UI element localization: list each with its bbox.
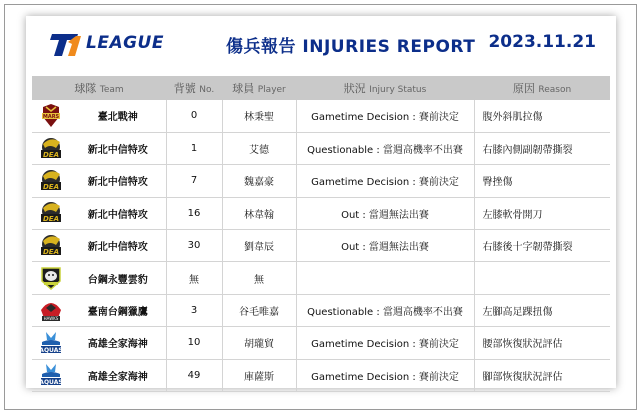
team-logo-cell — [32, 132, 70, 164]
injury-report-card — [26, 16, 616, 388]
svg-text:DEA: DEA — [42, 150, 60, 159]
jersey-number: 30 — [166, 230, 222, 262]
team-name: 新北中信特攻 — [70, 165, 166, 197]
new-taipei-ctbc-dea-logo-icon — [38, 200, 64, 226]
new-taipei-ctbc-dea-logo-icon — [38, 168, 64, 194]
svg-text:AQUAS: AQUAS — [39, 346, 63, 354]
injury-reason — [474, 262, 610, 294]
team-name: 高雄全家海神 — [70, 359, 166, 391]
injury-reason: 左膝軟骨開刀 — [474, 197, 610, 229]
injury-reason: 右膝內側副韌帶撕裂 — [474, 132, 610, 164]
injury-status — [296, 262, 474, 294]
table-row — [32, 132, 610, 164]
injury-table — [32, 76, 610, 392]
team-logo-cell — [32, 165, 70, 197]
injury-status: Questionable : 當週高機率不出賽 — [296, 132, 474, 164]
player-name: 庫薩斯 — [222, 359, 296, 391]
taipei-mars-logo-icon — [38, 103, 64, 129]
column-header-player: 球員 Player — [222, 76, 296, 100]
injury-status: Out : 當週無法出賽 — [296, 197, 474, 229]
svg-text:DEA: DEA — [42, 247, 60, 256]
t1-league-logo — [48, 30, 164, 56]
injury-status: Gametime Decision : 賽前決定 — [296, 165, 474, 197]
table-row — [32, 262, 610, 294]
column-header-team: 球隊 Team — [32, 76, 166, 100]
table-row — [32, 100, 610, 132]
jersey-number: 0 — [166, 100, 222, 132]
new-taipei-ctbc-dea-logo-icon — [38, 136, 64, 162]
team-name: 臺北戰神 — [70, 100, 166, 132]
svg-text:DEA: DEA — [42, 215, 60, 224]
player-name: 劉韋辰 — [222, 230, 296, 262]
team-logo-cell — [32, 359, 70, 391]
team-name: 新北中信特攻 — [70, 132, 166, 164]
team-name: 高雄全家海神 — [70, 327, 166, 359]
jersey-number: 1 — [166, 132, 222, 164]
table-row — [32, 165, 610, 197]
report-title: 傷兵報告 INJURIES REPORT — [226, 37, 476, 57]
svg-text:DEA: DEA — [42, 182, 60, 191]
team-logo-cell — [32, 262, 70, 294]
player-name: 魏嘉豪 — [222, 165, 296, 197]
jersey-number: 3 — [166, 294, 222, 326]
player-name: 林秉聖 — [222, 100, 296, 132]
injury-status: Gametime Decision : 賽前決定 — [296, 359, 474, 391]
league-wordmark: LEAGUE — [86, 33, 164, 53]
new-taipei-ctbc-dea-logo-icon — [38, 233, 64, 259]
team-name: 新北中信特攻 — [70, 197, 166, 229]
taoyuan-leopards-logo-icon — [38, 265, 64, 291]
player-name: 林韋翰 — [222, 197, 296, 229]
injury-reason: 腳部恢復狀況評估 — [474, 359, 610, 391]
column-header-status: 狀況 Injury Status — [296, 76, 474, 100]
t1-logo-icon — [48, 30, 84, 56]
team-logo-cell — [32, 294, 70, 326]
kaohsiung-aquas-logo-icon — [38, 330, 64, 356]
team-logo-cell — [32, 230, 70, 262]
injury-reason: 右膝後十字韌帶撕裂 — [474, 230, 610, 262]
team-name: 台鋼永豐雲豹 — [70, 262, 166, 294]
injury-reason: 腰部恢復狀況評估 — [474, 327, 610, 359]
svg-text:HAWKS: HAWKS — [43, 315, 59, 321]
report-header — [26, 16, 616, 70]
table-row — [32, 230, 610, 262]
injury-status: Gametime Decision : 賽前決定 — [296, 100, 474, 132]
svg-text:AQUAS: AQUAS — [39, 379, 63, 387]
report-date: 2023.11.21 — [488, 32, 596, 52]
player-name: 谷毛唯嘉 — [222, 294, 296, 326]
table-row — [32, 197, 610, 229]
player-name: 艾德 — [222, 132, 296, 164]
tainan-tsg-ghosthawks-logo-icon — [38, 298, 64, 324]
kaohsiung-aquas-logo-icon — [38, 362, 64, 388]
column-header-reason: 原因 Reason — [474, 76, 610, 100]
svg-text:MARS: MARS — [42, 113, 60, 120]
team-name: 新北中信特攻 — [70, 230, 166, 262]
injury-status: Questionable : 當週高機率不出賽 — [296, 294, 474, 326]
table-row — [32, 327, 610, 359]
table-row — [32, 294, 610, 326]
team-logo-cell — [32, 100, 70, 132]
injury-status: Gametime Decision : 賽前決定 — [296, 327, 474, 359]
player-name: 胡瓏貿 — [222, 327, 296, 359]
jersey-number: 無 — [166, 262, 222, 294]
injury-reason: 左腳高足踝扭傷 — [474, 294, 610, 326]
jersey-number: 16 — [166, 197, 222, 229]
jersey-number: 49 — [166, 359, 222, 391]
injury-reason: 臀挫傷 — [474, 165, 610, 197]
injury-status: Out : 當週無法出賽 — [296, 230, 474, 262]
jersey-number: 10 — [166, 327, 222, 359]
table-header-row — [32, 76, 610, 100]
column-header-number: 背號 No. — [166, 76, 222, 100]
jersey-number: 7 — [166, 165, 222, 197]
team-logo-cell — [32, 327, 70, 359]
team-logo-cell — [32, 197, 70, 229]
team-name: 臺南台鋼獵鷹 — [70, 294, 166, 326]
table-row — [32, 359, 610, 391]
injury-reason: 腹外斜肌拉傷 — [474, 100, 610, 132]
player-name: 無 — [222, 262, 296, 294]
